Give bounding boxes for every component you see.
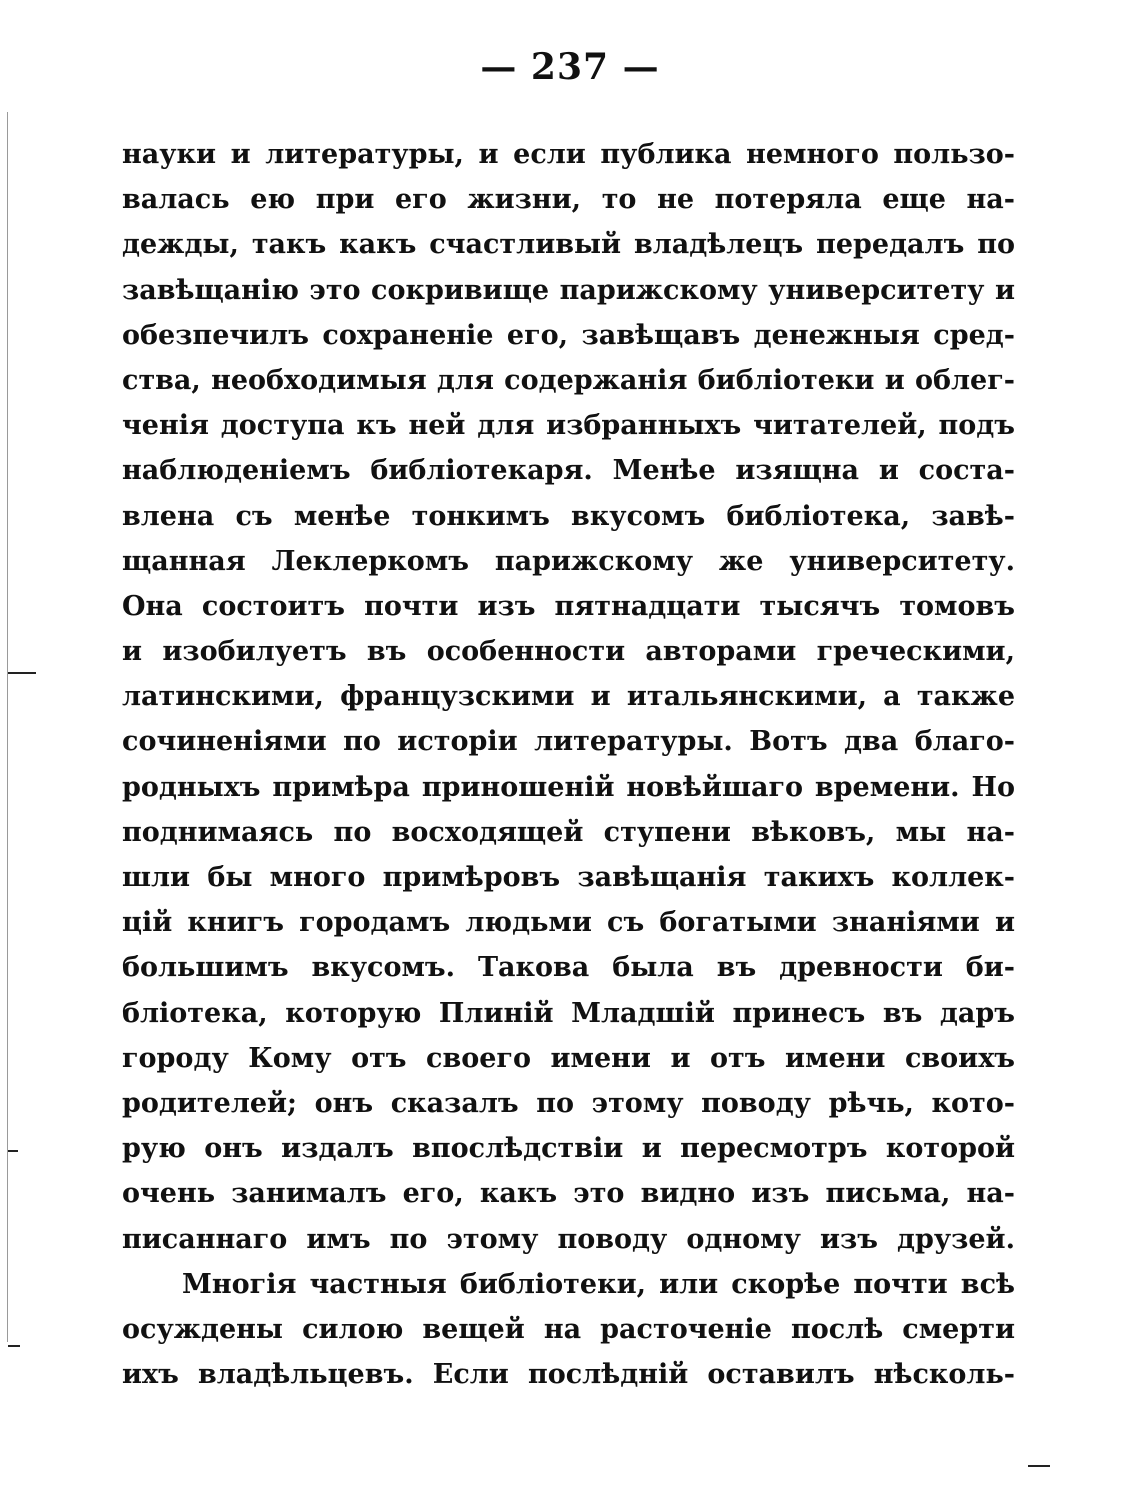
- text-line: осуждены силою вещей на расточеніе послѣ смерти: [122, 1313, 1015, 1345]
- scan-mark: [1028, 1465, 1050, 1467]
- text-line: Она состоитъ почти изъ пятнадцати тысячъ томовъ: [122, 590, 1015, 622]
- text-line: шли бы много примѣровъ завѣщанія такихъ коллек-: [122, 862, 1015, 893]
- text-line: завѣщанію это сокривище парижскому университету и: [122, 274, 1015, 306]
- text-line: и изобилуетъ въ особенности авторами греческими,: [122, 636, 1015, 668]
- scan-mark: [8, 672, 36, 674]
- body-text: [122, 132, 1015, 1397]
- text-line: ства, необходимыя для содержанія библіотеки и облег-: [122, 364, 1015, 396]
- text-line: дежды, такъ какъ счастливый владѣлецъ передалъ по: [122, 229, 1015, 261]
- scan-mark: [8, 1150, 18, 1152]
- text-line: ченія доступа къ ней для избранныхъ читателей, подъ: [122, 410, 1015, 442]
- text-line: обезпечилъ сохраненіе его, завѣщавъ денежныя сред-: [122, 319, 1015, 351]
- text-line: бліотека, которую Плиній Младшій принесъ въ даръ: [122, 997, 1015, 1029]
- text-line: цій книгъ городамъ людьми съ богатыми знаніями и: [122, 907, 1015, 939]
- text-line: сочиненіями по исторіи литературы. Вотъ два благо-: [122, 726, 1015, 758]
- text-line: родителей; онъ сказалъ по этому поводу рѣчь, кото-: [122, 1087, 1015, 1119]
- text-line: наблюденіемъ библіотекаря. Менѣе изящна и соста-: [122, 455, 1015, 487]
- text-line: городу Кому отъ своего имени и отъ имени своихъ: [122, 1042, 1015, 1074]
- text-line: влена съ менѣе тонкимъ вкусомъ библіотека, завѣ-: [122, 500, 1015, 532]
- scan-edge-line: [7, 112, 8, 1342]
- text-line: науки и литературы, и если публика немного пользо-: [122, 139, 1015, 170]
- text-line: очень занималъ его, какъ это видно изъ письма, на-: [122, 1178, 1015, 1210]
- text-line: большимъ вкусомъ. Такова была въ древности би-: [122, 952, 1015, 984]
- text-line: родныхъ примѣра приношеній новѣйшаго времени. Но: [122, 771, 1015, 803]
- page-number: — 237 —: [480, 46, 660, 88]
- text-line: рую онъ издалъ впослѣдствіи и пересмотръ которой: [122, 1133, 1015, 1165]
- text-line: ихъ владѣльцевъ. Если послѣдній оставилъ нѣсколь-: [122, 1359, 1015, 1391]
- text-line: поднимаясь по восходящей ступени вѣковъ, мы на-: [122, 816, 1015, 848]
- paragraph-start-line: Многія частныя библіотеки, или скорѣе почти всѣ: [182, 1268, 1015, 1300]
- text-line: щанная Леклеркомъ парижскому же университету.: [122, 545, 1015, 577]
- text-line: латинскими, французскими и итальянскими, а также: [122, 681, 1015, 713]
- scan-mark: [8, 1345, 20, 1347]
- text-line: писаннаго имъ по этому поводу одному изъ друзей.: [122, 1223, 1015, 1255]
- text-line: валась ею при его жизни, то не потеряла еще на-: [122, 184, 1015, 216]
